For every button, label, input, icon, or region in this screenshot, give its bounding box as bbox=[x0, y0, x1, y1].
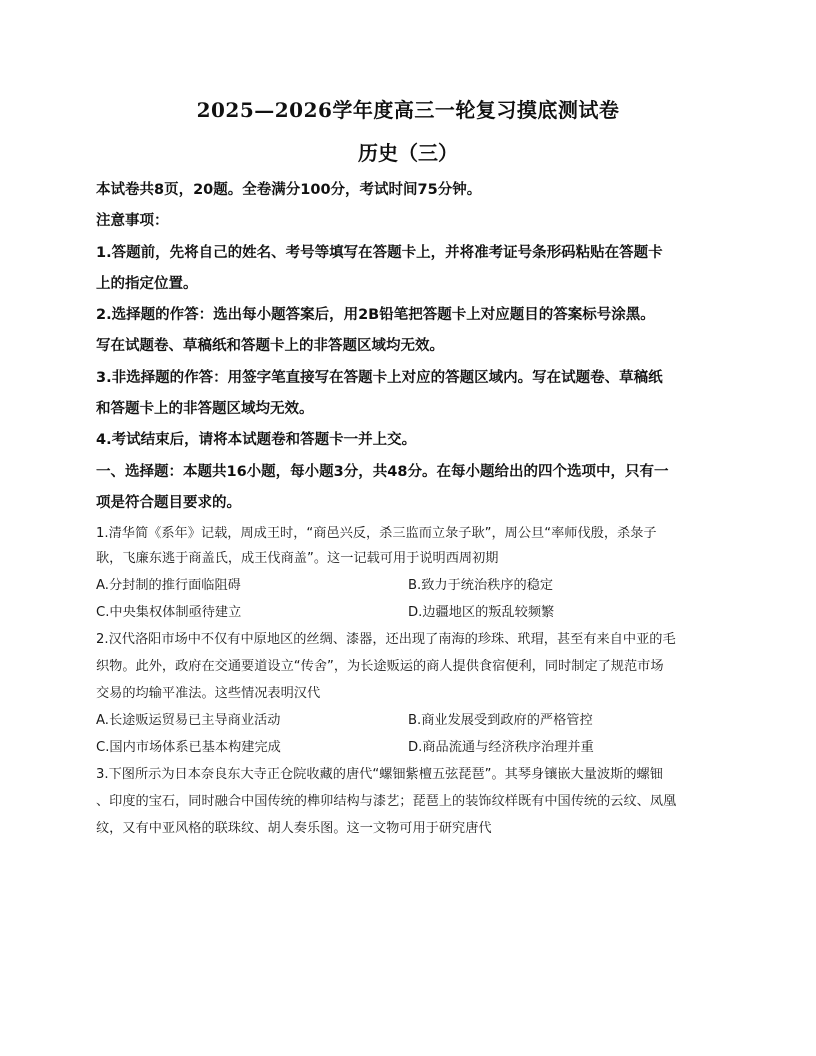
question-2-option-d: D.商品流通与经济秩序治理并重 bbox=[408, 740, 594, 755]
question-1-stem-line-2: 耿，飞廉东逃于商盖氏，成王伐商盖”。这一记载可用于说明西周初期 bbox=[96, 551, 499, 566]
question-2-stem-line-2: 织物。此外，政府在交通要道设立“传舍”，为长途贩运的商人提供食宿便利，同时制定了规范市场 bbox=[96, 659, 664, 674]
question-3-stem-line-1: 3.下图所示为日本奈良东大寺正仓院收藏的唐代“螺钿紫檀五弦琵琶”。其琴身镶嵌大量波斯的螺钿 bbox=[96, 767, 663, 782]
notice-item-4: 4.考试结束后，请将本试题卷和答题卡一并上交。 bbox=[96, 432, 417, 448]
notice-item-3-line-1: 3.非选择题的作答：用签字笔直接写在答题卡上对应的答题区域内。写在试题卷、草稿纸 bbox=[96, 370, 663, 386]
question-1-option-c: C.中央集权体制亟待建立 bbox=[96, 605, 242, 620]
exam-title: 2025—2026学年度高三一轮复习摸底测试卷 bbox=[196, 98, 620, 122]
question-1-option-b: B.致力于统治秩序的稳定 bbox=[408, 578, 554, 593]
question-2-option-a: A.长途贩运贸易已主导商业活动 bbox=[96, 713, 281, 728]
notice-item-2-line-2: 写在试题卷、草稿纸和答题卡上的非答题区域均无效。 bbox=[96, 338, 444, 354]
exam-summary: 本试卷共8页，20题。全卷满分100分，考试时间75分钟。 bbox=[96, 182, 482, 198]
question-2-option-b: B.商业发展受到政府的严格管控 bbox=[408, 713, 593, 728]
section-heading-line-2: 项是符合题目要求的。 bbox=[96, 495, 241, 511]
notice-heading: 注意事项： bbox=[96, 213, 169, 229]
question-2-option-c: C.国内市场体系已基本构建完成 bbox=[96, 740, 281, 755]
question-2-stem-line-1: 2.汉代洛阳市场中不仅有中原地区的丝绸、漆器，还出现了南海的珍珠、玳瑁，甚至有来自中亚的毛 bbox=[96, 632, 676, 647]
question-1-stem-line-1: 1.清华简《系年》记载，周成王时，“商邑兴反，杀三监而立彔子耿”，周公旦“率师伐殷，杀彔子 bbox=[96, 526, 657, 541]
notice-item-1-line-2: 上的指定位置。 bbox=[96, 276, 198, 292]
question-1-option-a: A.分封制的推行面临阻碍 bbox=[96, 578, 241, 593]
question-3-stem-line-2: 、印度的宝石，同时融合中国传统的榫卯结构与漆艺；琵琶上的装饰纹样既有中国传统的云纹、凤凰 bbox=[96, 794, 677, 809]
question-1-option-d: D.边疆地区的叛乱较频繁 bbox=[408, 605, 555, 620]
exam-subtitle: 历史（三） bbox=[358, 141, 458, 165]
notice-item-1-line-1: 1.答题前，先将自己的姓名、考号等填写在答题卡上，并将准考证号条形码粘贴在答题卡 bbox=[96, 245, 663, 261]
notice-item-2-line-1: 2.选择题的作答：选出每小题答案后，用2B铅笔把答题卡上对应题目的答案标号涂黑。 bbox=[96, 307, 655, 323]
notice-item-3-line-2: 和答题卡上的非答题区域均无效。 bbox=[96, 401, 314, 417]
question-3-stem-line-3: 纹，又有中亚风格的联珠纹、胡人奏乐图。这一文物可用于研究唐代 bbox=[96, 821, 492, 836]
question-2-stem-line-3: 交易的均输平准法。这些情况表明汉代 bbox=[96, 686, 321, 701]
section-heading-line-1: 一、选择题：本题共16小题，每小题3分，共48分。在每小题给出的四个选项中，只有一 bbox=[96, 464, 669, 480]
